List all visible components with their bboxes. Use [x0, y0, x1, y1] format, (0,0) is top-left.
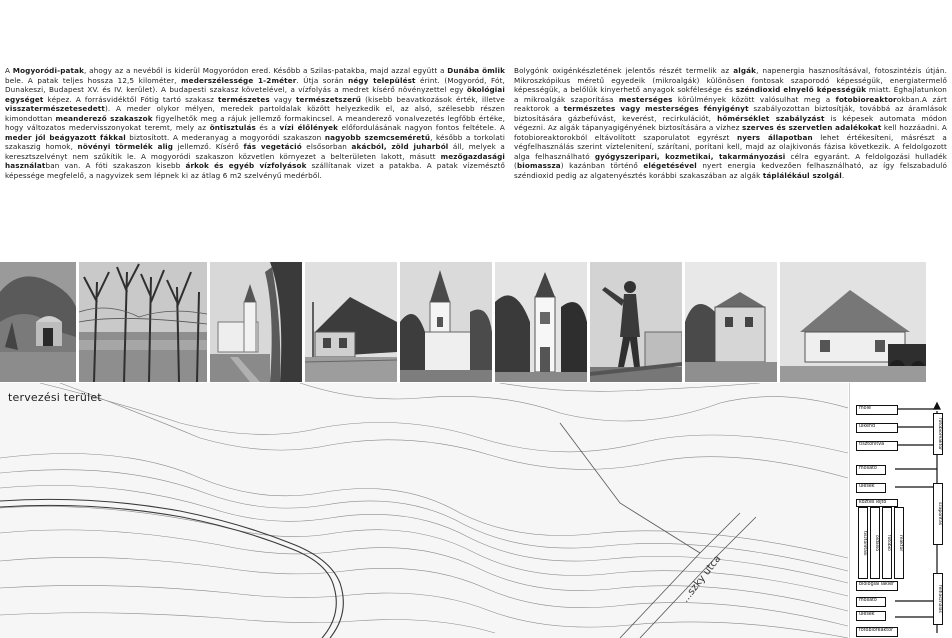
process-diagram [849, 383, 952, 638]
diagram-box: mosató [856, 597, 886, 607]
cellar-photo [0, 262, 76, 382]
photo-strip [0, 262, 952, 382]
map-title: tervezési terület [8, 391, 102, 404]
diagram-vertical-box: oldalsó [870, 507, 880, 579]
site-map [0, 383, 848, 638]
statue-photo [590, 262, 682, 382]
church-by-river-photo [210, 262, 302, 382]
bare-trees-photo [79, 262, 207, 382]
diagram-box: ülkend [856, 423, 898, 433]
text-right-column: Bolygónk oxigénkészletének jelentős részét termelik az algák, napenergia hasznosításával, fotoszintézis útján. Mikroszkópikus méretű egyedeik (mikroalgák) különösen fontosak szaporodó képességük, energiatermelő képességük, a belőlük kinyerhető anyagok sokfélesége és széndioxid elnyelő képességük miatt. Éghajlatunkon a mikroalgák szaporítása mesterséges körülmények között valósulhat meg a fotobioreaktorokban.A zárt reaktorok a természetes vagy mesterséges fényigényt szabályozottan biztosítják, továbbá az áramlások biztosítására gázbefúvást, keverést, recirkulációt, hőmérséklet szabályzást is képesek automata módon végezni. Az algák tápanyagigényének biztosítására a vízhez szerves és szervetlen adalékokat kell hozzáadni. A fotobioreaktorokból eltávolított szaporulatot egyrészt nyers állapotban lehet értékesíteni, másrészt a végfelhasználás szerint víztelenitení, szárítani, porítani kell, majd az olajkivonás fázisa következik. A feldolgozott alga felhasználható gyógyszeripari, kozmetikai, takarmányozási célra egyaránt. A feldolgozási hulladék (biomassza) kazánban történő elégetésével nyert energia kedvezően felhasználható, az így felszabaduló széndioxid pedig az algatenyésztés korábbi szakaszában az algák táplálékául szolgál. [514, 66, 947, 180]
barn-house-photo [305, 262, 397, 382]
farm-building-photo [780, 262, 926, 382]
diagram-box: ülések [856, 611, 886, 621]
diagram-vertical-box: fotobioreaktor [933, 413, 943, 455]
church-tower-photo [400, 262, 492, 382]
street-label: ...szky utca [680, 553, 724, 605]
diagram-box: fotobioreaktor [856, 627, 898, 637]
diagram-box: biológiai lakier [856, 581, 898, 591]
white-church-photo [495, 262, 587, 382]
diagram-vertical-box: felhasználás [933, 573, 943, 625]
diagram-box: tisztonítva [856, 441, 898, 451]
text-left-column: A Mogyoródi-patak, ahogy az a nevéből is kiderül Mogyoródon ered. Később a Szilas-patakba, majd azzal együtt a Dunába ömlik bele. A patak teljes hossza 12,5 kilométer, mederszélessége 1-2méter. Útja során négy települést érint. (Mogyoród, Fót, Dunakeszi, Budapest XV. és IV. kerület). A budapesti szakasz követelével, a vízfolyás a medret kísérő növényzettel egy ökológiai egységet képez. A forrásvidéktől Fótig tartó szakasz természetes vagy természetszerű (kisebb beavatkozások érték, illetve visszatermészetesedett). A meder olykor mélyen, meredek partoldalak között helyezkedik el, az alsó, szélesebb részen kimondottan meanderező szakaszok figyelhetők meg a rájuk jellemző formakincsel. A meanderező vonalvezetés legfőbb értéke, hogy változatos medervisszonyokat teremt, mely az öntisztulás és a vízi élőlények előfordulásának nagyon fontos feltétele. A meder jól beágyazott fákkal biztosított. A mederanyag a mogyoródi szakaszon nagyobb szemcseméretű, később a torkolati szakaszig homok, növényi törmelék alig jellemző. Kísérő fás vegetáció elsősorban akácból, zöld juharból áll, melyek a keresztszelvényt nem szűkítik le. A mogyoródi szakaszon közvetlen környezet a belterületen lakott, másutt mezőgazdasági használatban van. A fóti szakaszon kisebb árkok és egyéb vízfolyások szállítanak vizet a patakba. A patak vízemésztő képessége megfelelő, a nagyvizek sem lépnek ki az átlag 6 m2 szelvényű medérből. [5, 66, 505, 180]
diagram-box: mosató [856, 465, 886, 475]
diagram-vertical-box: szaporítás [933, 483, 943, 545]
diagram-vertical-box: tisztonítási [858, 507, 868, 579]
diagram-box: ülések [856, 483, 886, 493]
diagram-vertical-box: reaktor [894, 507, 904, 579]
diagram-box: mole [856, 405, 898, 415]
diagram-vertical-box: fotobio [882, 507, 892, 579]
diagram-box: köztes lejtő [856, 499, 898, 507]
old-building-photo [685, 262, 777, 382]
